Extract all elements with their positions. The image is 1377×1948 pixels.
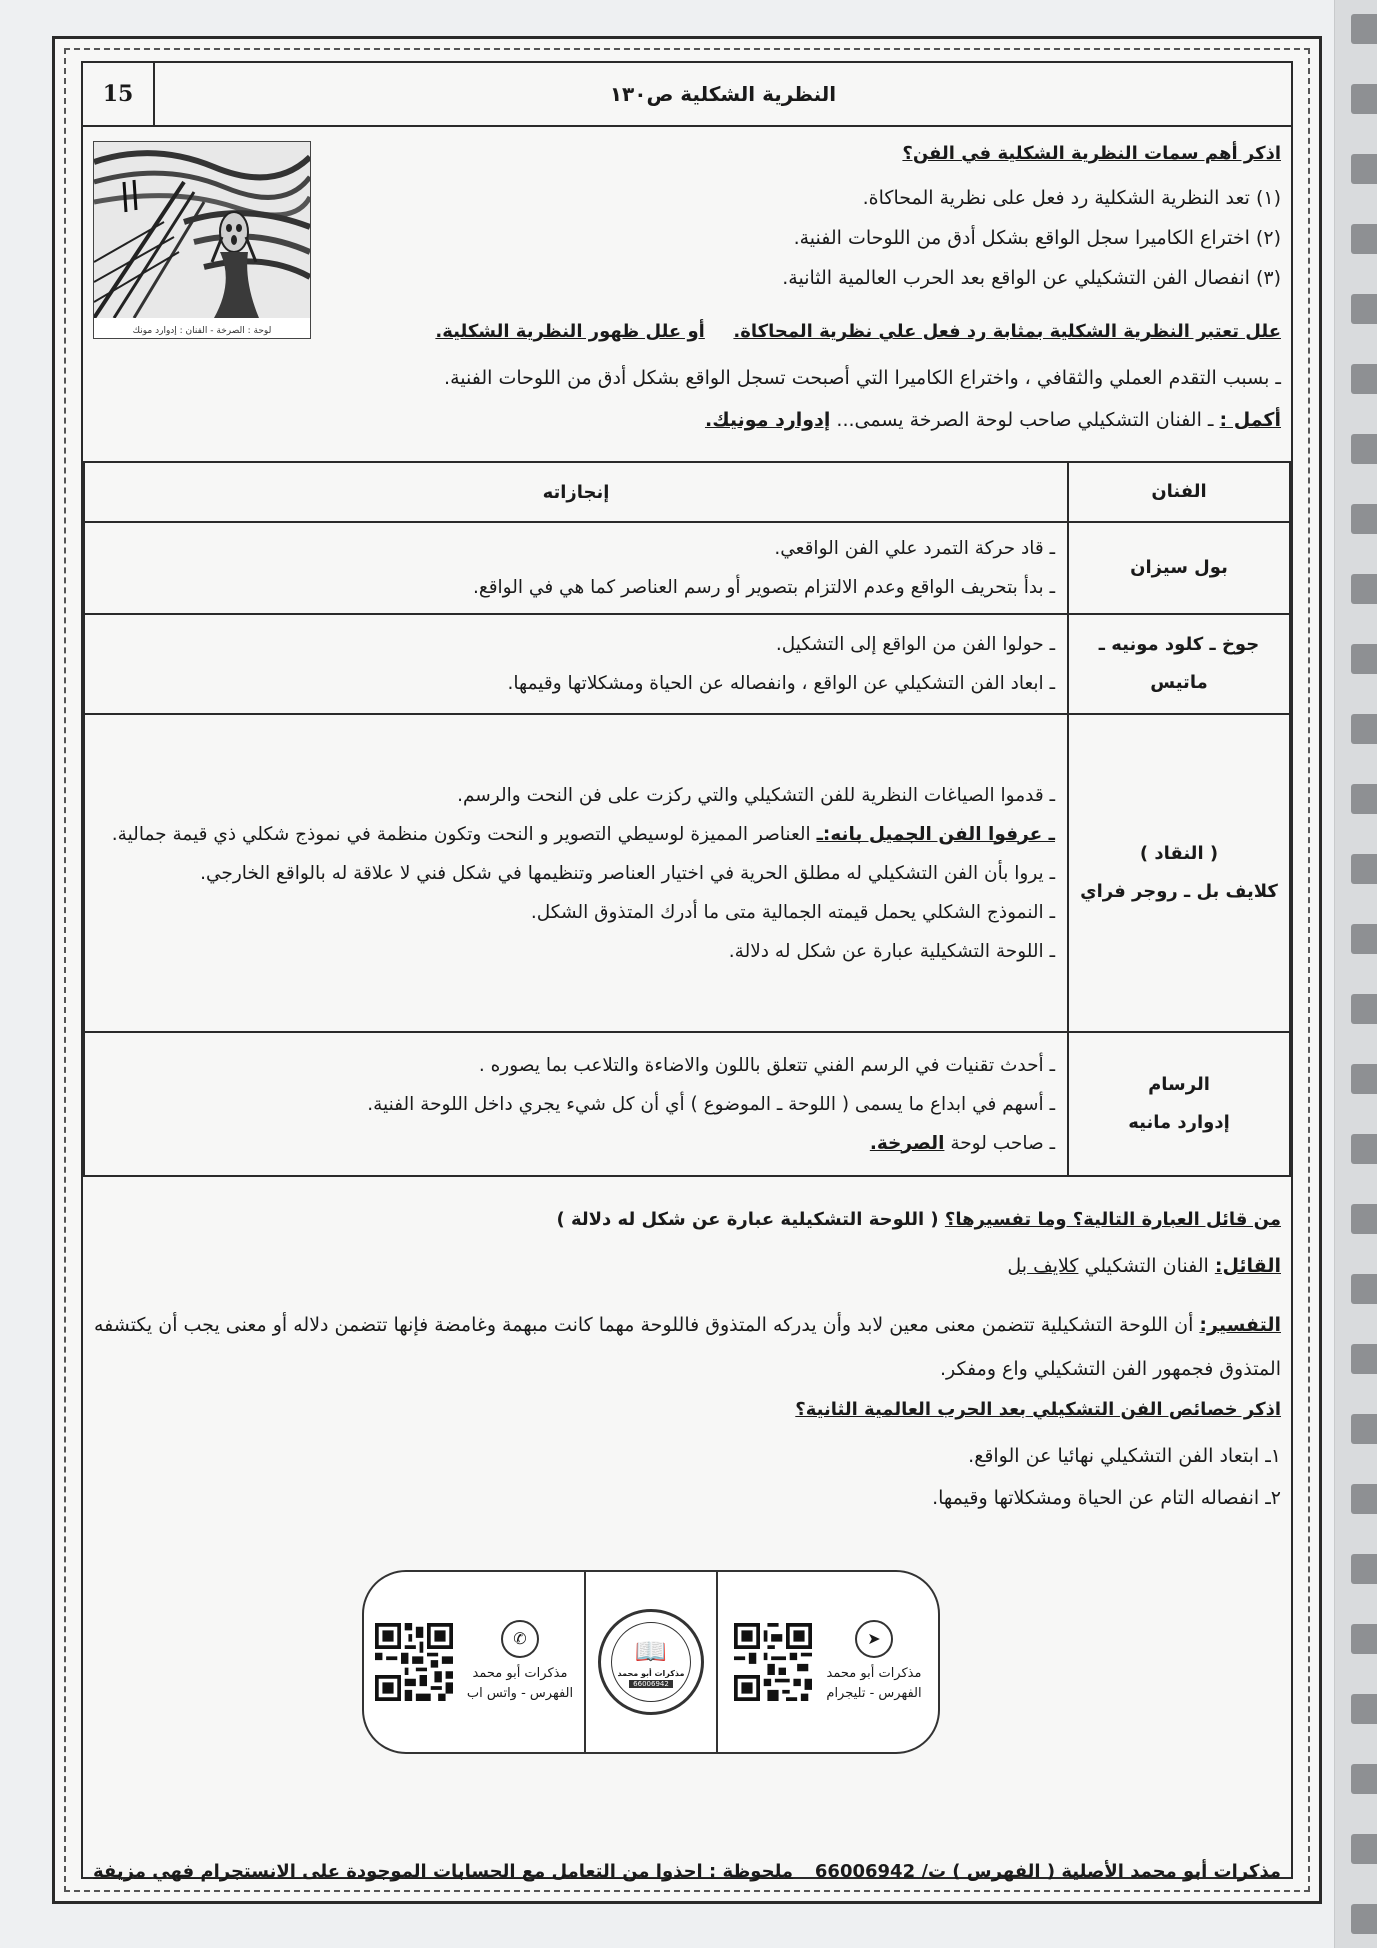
achievements-cell <box>84 714 1068 1032</box>
achievement-item <box>97 1124 1055 1163</box>
section3-complete <box>705 409 1281 431</box>
artist-name: جوخ ـ كلود مونيه ـ <box>1098 634 1260 655</box>
achievement-item: ـ حولوا الفن من الواقع إلى التشكيل. <box>775 634 1055 655</box>
artist-cell <box>1068 522 1290 614</box>
whatsapp-line2: الفهرس - واتس اب <box>466 1686 574 1701</box>
section5-question: اذكر خصائص الفن التشكيلي بعد الحرب العالمية الثانية؟ <box>795 1399 1281 1420</box>
section1-item-3: (٣) انفصال الفن التشكيلي عن الواقع بعد الحرب العالمية الثانية. <box>782 267 1281 289</box>
explain-label: التفسير: <box>1199 1314 1281 1336</box>
telegram-line2: الفهرس - تليجرام <box>826 1686 922 1701</box>
artist-name: ماتيس <box>1150 672 1208 693</box>
artist-name: ( النقاد ) <box>1139 843 1219 864</box>
scream-painting-image <box>94 142 310 318</box>
achievement-item: ـ النموذج الشكلي يحمل قيمته الجمالية متى ما أدرك المتذوق الشكل. <box>530 901 1055 923</box>
bottom-bar <box>83 1851 1291 1891</box>
whatsapp-qr-code[interactable] <box>375 1623 453 1701</box>
section5-item-1: ١ـ ابتعاد الفن التشكيلي نهائيا عن الواقع. <box>968 1445 1281 1467</box>
whatsapp-line1: مذكرات أبو محمد <box>472 1666 568 1681</box>
table-row <box>84 714 1290 1032</box>
section4-explanation <box>93 1303 1281 1391</box>
achievement-item: ـ أسهم في ابداع ما يسمى ( اللوحة ـ الموضوع ) أي أن كل شيء يجري داخل اللوحة الفنية. <box>367 1093 1055 1115</box>
binding-strip <box>1334 0 1377 1948</box>
artist-cell <box>1068 614 1290 714</box>
brand-text: مذكرات أبو محمد الأصلية ( الفهرس ) ت/ 66006942 <box>814 1860 1281 1882</box>
telegram-qr-code[interactable] <box>734 1623 812 1701</box>
artist-cell <box>1068 1032 1290 1176</box>
page-number: 15 <box>83 63 155 125</box>
achievement-text: ـ صاحب لوحة <box>950 1132 1055 1154</box>
artists-table <box>83 461 1291 1177</box>
achievements-cell <box>84 1032 1068 1176</box>
section4-question <box>556 1209 1281 1230</box>
artist-name: كلايف بل ـ روجر فراي <box>1080 881 1278 902</box>
seal-number: 66006942 <box>629 1680 673 1688</box>
achievement-item: ـ بدأ بتحريف الواقع وعدم الالتزام بتصوير أو رسم العناصر كما هي في الواقع. <box>472 577 1055 598</box>
artist-name: الرسام <box>1148 1074 1210 1095</box>
section1-item-1: (١) تعد النظرية الشكلية رد فعل على نظرية المحاكاة. <box>862 187 1281 209</box>
book-icon: 📖 <box>634 1636 668 1667</box>
explain-text: أن اللوحة التشكيلية تتضمن معنى معين لابد وأن يدركه المتذوق فاللوحة مهما كانت مبهمة وغامضة فإنها تتضمن دلاله أو معنى يجب أن يكتشفه المتذوق فجمهور الفن التشكيلي واع ومفكر. <box>93 1314 1281 1380</box>
header-achievements: إنجازاته <box>84 462 1068 522</box>
section2-question-b: أو علل ظهور النظرية الشكلية. <box>435 321 705 342</box>
artist-cell <box>1068 714 1290 1032</box>
telegram-icon: ➤ <box>855 1620 893 1658</box>
painting-caption: لوحة : الصرخة - الفنان : إدوارد مونك <box>132 326 272 336</box>
beauty-definition-text: العناصر المميزة لوسيطي التصوير و النحت وتكون منظمة في نموذج شكلي ذي قيمة جمالية. <box>111 823 811 845</box>
achievement-item: ـ يروا بأن الفن التشكيلي له مطلق الحرية في اختيار العناصر وتنظيمها في شكل فني لا علاقة له بالواقع الخارجي. <box>200 862 1055 884</box>
page-title: النظرية الشكلية ص١٣٠ <box>609 82 837 106</box>
beauty-definition-label: ـ عرفوا الفن الجميل بانه:ـ <box>816 823 1055 845</box>
whatsapp-icon: ✆ <box>501 1620 539 1658</box>
seal-text: مذكرات أبو محمد <box>617 1668 685 1678</box>
sayer-label: القائل: <box>1214 1255 1281 1277</box>
table-row <box>84 522 1290 614</box>
table-header-row <box>84 462 1290 522</box>
telegram-section[interactable] <box>718 1572 938 1752</box>
section4-question-quote: ( اللوحة التشكيلية عبارة عن شكل له دلالة ) <box>556 1209 939 1230</box>
artist-name: بول سيزان <box>1130 557 1228 578</box>
whatsapp-label <box>467 1620 573 1704</box>
scream-painting <box>93 141 311 339</box>
section4-sayer <box>1007 1255 1281 1277</box>
logo-seal-section <box>584 1572 718 1752</box>
achievement-bold: الصرخة. <box>869 1132 945 1154</box>
section1-item-2: (٢) اختراع الكاميرا سجل الواقع بشكل أدق من اللوحات الفنية. <box>793 227 1281 249</box>
sayer-prefix: الفنان التشكيلي <box>1084 1255 1209 1277</box>
warning-note: ملحوظة : احذوا من التعامل مع الحسابات الموجودة على الانستجرام فهي مزيفة <box>93 1860 794 1882</box>
achievement-item: ـ قاد حركة التمرد علي الفن الواقعي. <box>774 538 1055 559</box>
artist-name: إدوارد مانيه <box>1128 1112 1230 1133</box>
complete-text: ـ الفنان التشكيلي صاحب لوحة الصرخة يسمى... <box>836 409 1214 431</box>
title-bar <box>83 63 1291 127</box>
table-row <box>84 614 1290 714</box>
logo-seal <box>598 1609 704 1715</box>
telegram-line1: مذكرات أبو محمد <box>826 1666 922 1681</box>
section4-question-prefix: من قائل العبارة التالية؟ وما تفسيرها؟ <box>944 1209 1281 1230</box>
achievement-item: ـ ابعاد الفن التشكيلي عن الواقع ، وانفصاله عن الحياة ومشكلاتها وقيمها. <box>507 673 1055 694</box>
achievement-item: ـ أحدث تقنيات في الرسم الفني تتعلق باللون والاضاءة والتلاعب بما يصوره . <box>478 1054 1055 1076</box>
sayer-name: كلايف بل <box>1007 1255 1079 1277</box>
achievements-cell <box>84 522 1068 614</box>
table-row <box>84 1032 1290 1176</box>
achievement-item <box>97 815 1055 854</box>
achievement-item: ـ قدموا الصياغات النظرية للفن التشكيلي والتي ركزت على فن النحت والرسم. <box>457 784 1055 806</box>
telegram-label <box>826 1620 921 1704</box>
achievements-cell <box>84 614 1068 714</box>
section1-question: اذكر أهم سمات النظرية الشكلية في الفن؟ <box>902 143 1281 164</box>
complete-label: أكمل : <box>1219 409 1281 431</box>
contact-box <box>362 1570 940 1754</box>
whatsapp-section[interactable] <box>364 1572 584 1752</box>
achievement-item: ـ اللوحة التشكيلية عبارة عن شكل له دلالة. <box>728 940 1055 962</box>
section5-item-2: ٢ـ انفصاله التام عن الحياة ومشكلاتها وقيمها. <box>932 1487 1281 1509</box>
complete-answer: إدوارد مونيك. <box>704 409 831 431</box>
section2-question-a: علل تعتبر النظرية الشكلية بمثابة رد فعل علي نظرية المحاكاة. <box>733 321 1281 342</box>
header-artist: الفنان <box>1068 462 1290 522</box>
section2-answer: ـ بسبب التقدم العملي والثقافي ، واختراع الكاميرا التي أصبحت تسجل الواقع بشكل أدق من اللوحات الفنية. <box>444 367 1281 389</box>
section2-question <box>435 321 1281 342</box>
